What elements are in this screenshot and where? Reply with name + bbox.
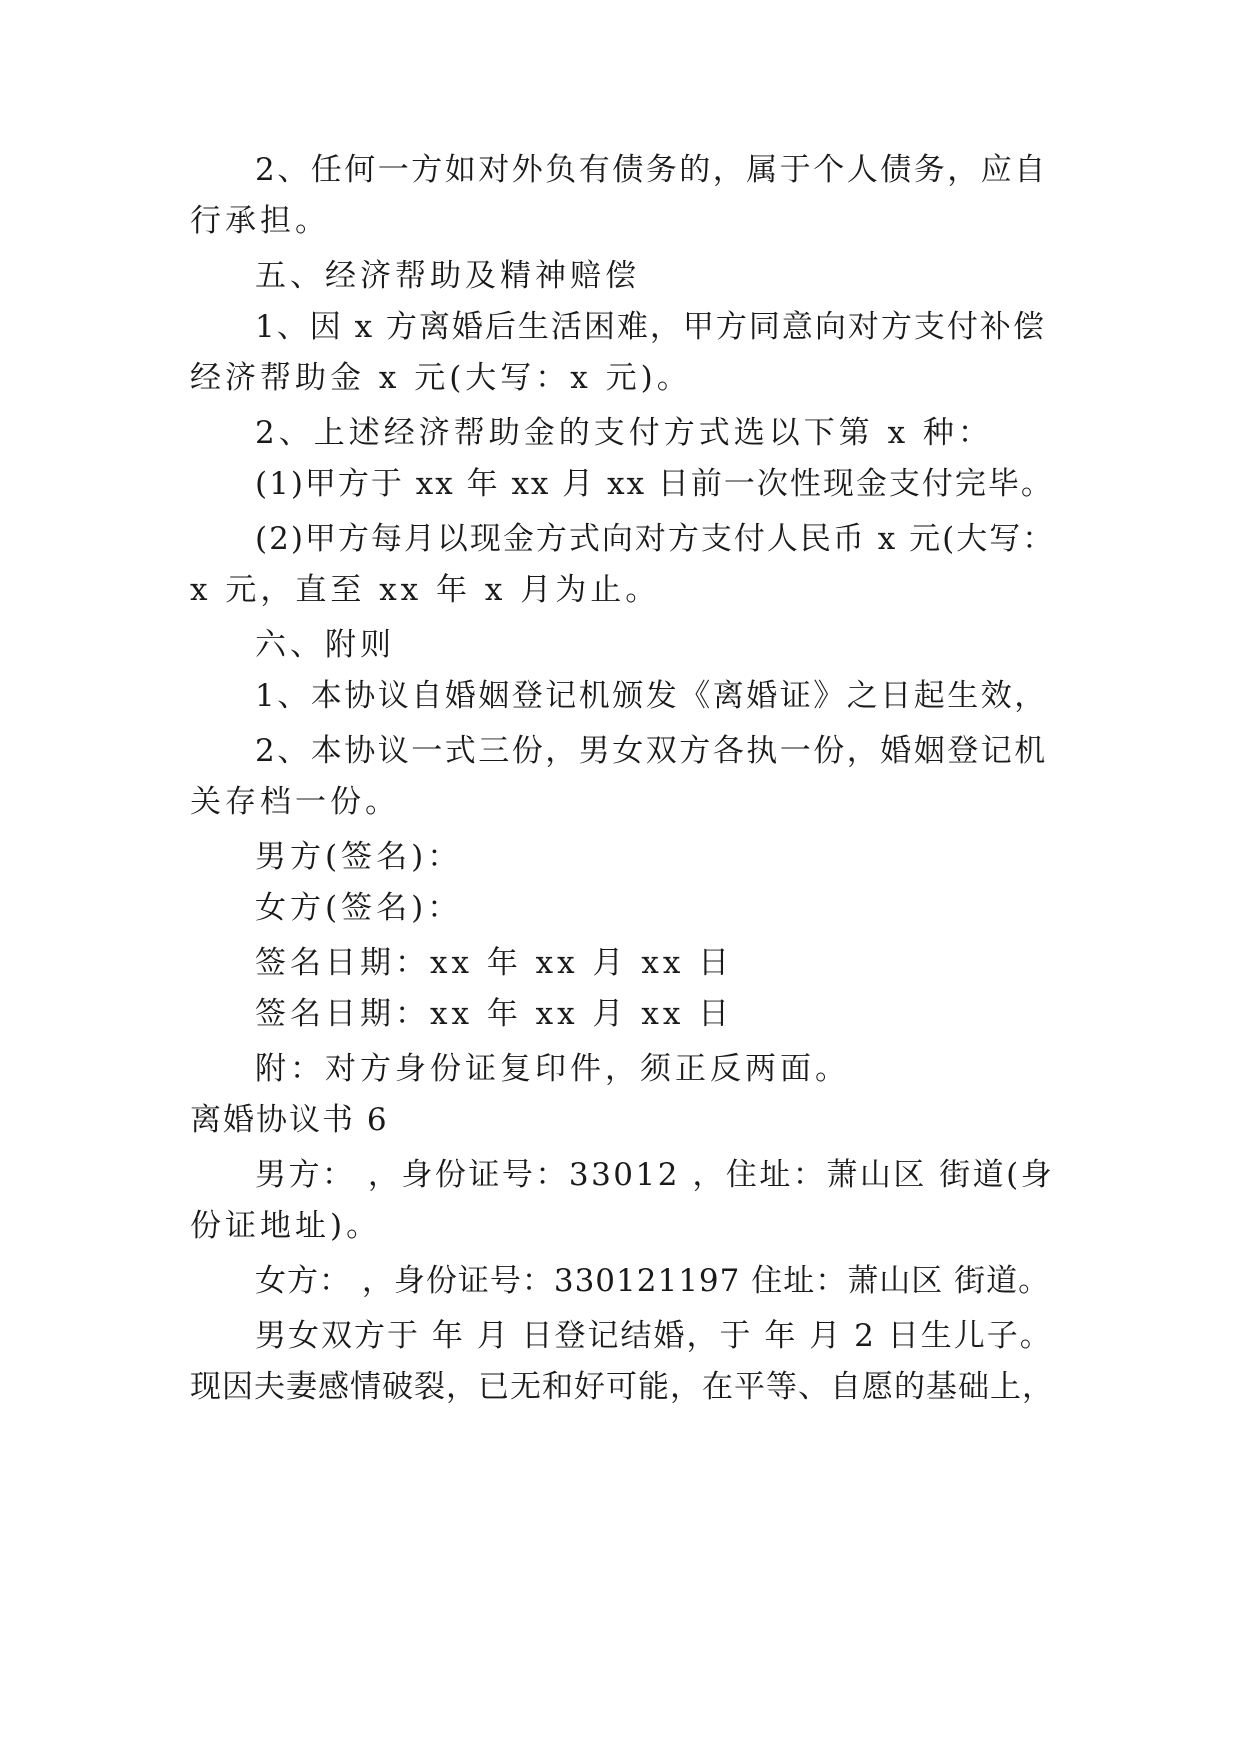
text-line: 份证地址)。: [190, 1208, 382, 1244]
text-line: 2、上述经济帮助金的支付方式选以下第 x 种：: [255, 415, 993, 451]
text-line: x 元，直至 xx 年 x 月为止。: [190, 572, 661, 608]
text-line: 1、因 x 方离婚后生活困难，甲方同意向对方支付补偿: [255, 309, 1046, 345]
text-line: 经济帮助金 x 元(大写：x 元)。: [190, 360, 692, 396]
signature-line-female: 女方(签名)：: [255, 890, 463, 926]
signature-line-male: 男方(签名)：: [255, 839, 463, 875]
document-title: 离婚协议书 6: [190, 1102, 389, 1138]
signature-date: 签名日期：xx 年 xx 月 xx 日: [255, 996, 734, 1032]
text-line: 男女双方于 年 月 日登记结婚，于 年 月 2 日生儿子。: [255, 1318, 1053, 1354]
text-line: 2、本协议一式三份，男女双方各执一份，婚姻登记机: [255, 733, 1048, 769]
text-line: 女方： ，身份证号：330121197 住址：萧山区 街道。: [255, 1263, 1051, 1299]
text-line: 1、本协议自婚姻登记机颁发《离婚证》之日起生效，: [255, 678, 1048, 714]
text-line: 行承担。: [190, 203, 330, 239]
signature-date: 签名日期：xx 年 xx 月 xx 日: [255, 945, 734, 981]
text-line: 关存档一份。: [190, 784, 400, 820]
text-line: 男方： ，身份证号：33012 ，住址：萧山区 街道(身: [255, 1157, 1055, 1193]
section-heading: 六、附则: [255, 627, 395, 663]
text-line: 现因夫妻感情破裂，已无和好可能，在平等、自愿的基础上，: [190, 1369, 1054, 1405]
text-line: 2、任何一方如对外负有债务的，属于个人债务，应自: [255, 152, 1048, 188]
section-heading: 五、经济帮助及精神赔偿: [255, 258, 640, 294]
text-line: (2)甲方每月以现金方式向对方支付人民币 x 元(大写：: [255, 521, 1056, 557]
attachment-note: 附：对方身份证复印件，须正反两面。: [255, 1051, 850, 1087]
text-line: (1)甲方于 xx 年 xx 月 xx 日前一次性现金支付完毕。: [255, 466, 1054, 502]
